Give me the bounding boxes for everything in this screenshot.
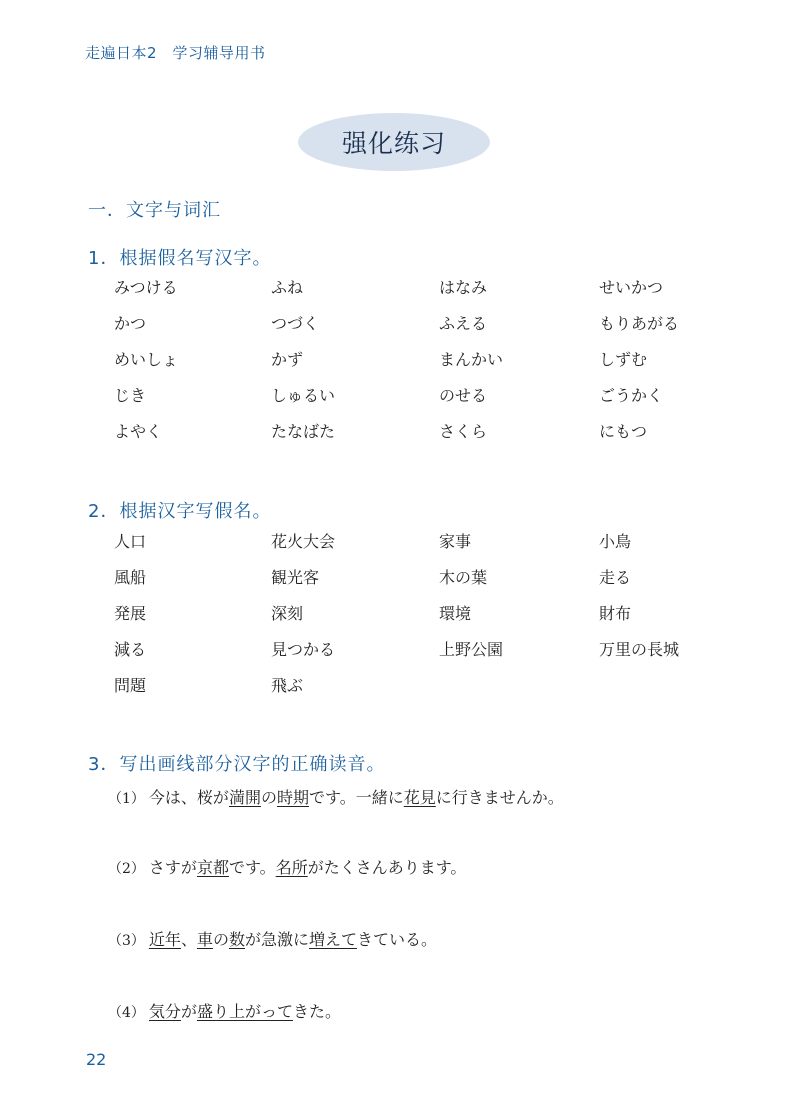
sentence-text: です。 <box>228 858 276 877</box>
kana-item: にもつ <box>599 422 648 441</box>
sentence-text: さすが <box>148 858 197 877</box>
kanji-item: 小鳥 <box>599 532 632 551</box>
sentence-text: 今は、桜が <box>148 788 229 807</box>
kanji-item: 人口 <box>114 532 147 551</box>
sentence-text: が急激に <box>245 930 310 949</box>
sentence-text: 、 <box>180 930 197 949</box>
kana-item: せいかつ <box>599 278 664 297</box>
sentence-number: （1） <box>108 791 145 807</box>
sentence-3 <box>108 928 437 953</box>
kana-item: たなばた <box>271 422 336 441</box>
sentence-text: がたくさんあります。 <box>307 858 467 877</box>
kanji-item: 万里の長城 <box>599 640 680 659</box>
kana-item: かず <box>271 350 304 369</box>
underlined-word: 盛り上がって <box>196 1002 293 1021</box>
sentence-text: の <box>260 788 277 807</box>
kanji-item: 問題 <box>114 676 147 695</box>
kana-item: じき <box>114 386 147 405</box>
underlined-word: 数 <box>228 930 245 949</box>
underlined-word: 名所 <box>275 858 308 877</box>
kanji-item: 観光客 <box>271 568 320 587</box>
kana-item: ふえる <box>439 314 488 333</box>
kana-item: はなみ <box>439 278 488 297</box>
underlined-word: 花見 <box>403 788 436 807</box>
sentence-1 <box>108 786 564 811</box>
kana-item: つづく <box>271 314 320 333</box>
sentence-number: （2） <box>108 861 145 877</box>
page-title-badge <box>298 113 490 171</box>
kanji-item: 発展 <box>114 604 147 623</box>
running-header: 走遍日本2 学习辅导用书 <box>85 44 266 62</box>
kanji-item: 風船 <box>114 568 147 587</box>
underlined-word: 京都 <box>196 858 229 877</box>
kanji-item: 飛ぶ <box>271 676 304 695</box>
sentence-text: です。一緒に <box>308 788 404 807</box>
kana-item: みつける <box>114 278 178 297</box>
exercise-1-grid <box>114 276 734 456</box>
kanji-item: 家事 <box>439 532 472 551</box>
kana-item: めいしょ <box>114 350 179 369</box>
sentence-text: が <box>180 1002 197 1021</box>
kana-item: もりあがる <box>599 314 680 333</box>
underlined-word: 気分 <box>148 1002 181 1021</box>
exercise-1-heading: 1．根据假名写汉字。 <box>88 248 272 269</box>
exercise-2-grid <box>114 530 734 710</box>
kanji-item: 減る <box>114 640 147 659</box>
underlined-word: 車 <box>196 930 213 949</box>
sentence-text: の <box>212 930 229 949</box>
kanji-item: 上野公園 <box>439 640 504 659</box>
underlined-word: 近年 <box>148 930 181 949</box>
page-number: 22 <box>86 1050 107 1069</box>
kanji-item: 走る <box>599 568 632 587</box>
sentence-text: きている。 <box>357 930 438 949</box>
sentence-number: （4） <box>108 1005 145 1021</box>
underlined-word: 満開 <box>228 788 261 807</box>
kana-item: ごうかく <box>599 386 664 405</box>
underlined-word: 時期 <box>276 788 309 807</box>
kana-item: よやく <box>114 422 163 441</box>
page-title: 强化练习 <box>341 129 446 158</box>
kanji-item: 花火大会 <box>271 532 336 551</box>
underlined-word: 増えて <box>309 930 358 949</box>
sentence-2 <box>108 856 466 881</box>
kana-item: しゅるい <box>271 386 336 405</box>
kanji-item: 財布 <box>599 604 632 623</box>
kana-item: かつ <box>114 314 147 333</box>
section-heading: 一．文字与词汇 <box>88 200 221 221</box>
kanji-item: 環境 <box>439 604 472 623</box>
kanji-item: 深刻 <box>271 604 304 623</box>
kanji-item: 木の葉 <box>439 568 488 587</box>
sentence-text: に行きませんか。 <box>435 788 564 807</box>
sentence-number: （3） <box>108 933 145 949</box>
exercise-2-heading: 2．根据汉字写假名。 <box>88 501 272 522</box>
sentence-4 <box>108 1000 341 1025</box>
kana-item: しずむ <box>599 350 648 369</box>
kana-item: さくら <box>439 422 488 441</box>
kana-item: まんかい <box>439 350 504 369</box>
kanji-item: 見つかる <box>271 640 336 659</box>
kana-item: のせる <box>439 386 488 405</box>
sentence-text: きた。 <box>292 1002 341 1021</box>
kana-item: ふね <box>271 278 304 297</box>
exercise-3-heading: 3．写出画线部分汉字的正确读音。 <box>88 754 386 775</box>
